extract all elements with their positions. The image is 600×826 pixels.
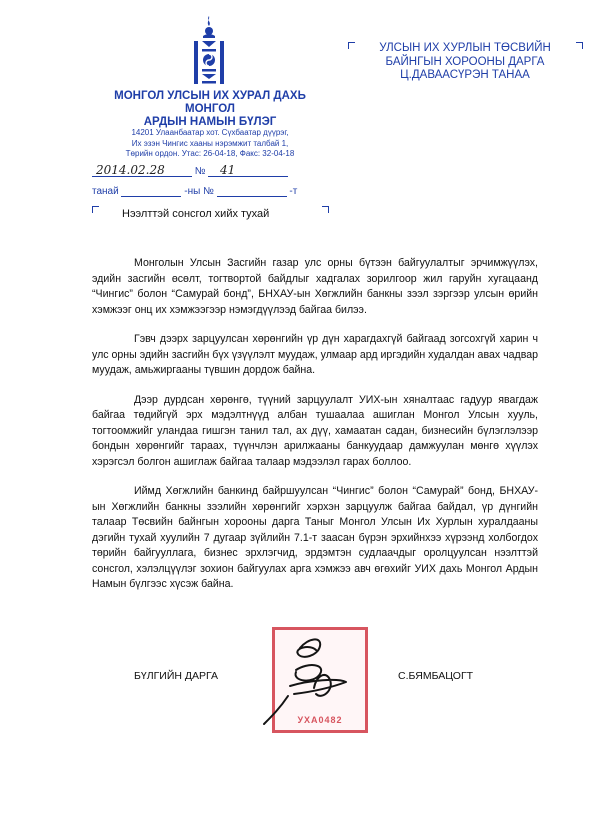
handwritten-number: 41 xyxy=(220,163,236,177)
stamp-code: УХА0482 xyxy=(297,715,343,725)
letter-subject: Нээлттэй сонсгол хийх тухай xyxy=(122,208,270,220)
recipient-line: БАЙНГЫН ХОРООНЫ ДАРГА xyxy=(385,55,545,68)
tanai-date-line xyxy=(121,184,181,197)
recipient-block xyxy=(355,42,575,83)
corner-mark xyxy=(322,206,329,213)
letter-body xyxy=(92,256,538,607)
incoming-reference-row xyxy=(92,184,297,197)
signatory-name: С.БЯМБАЦОГТ xyxy=(398,670,474,682)
body-paragraph: Дээр дурдсан хөрөнгө, түүний зарцуулалт УИХ-ын хяналтаас гадуур явагдаж байгаа төдийгүй эрх мэдэлтнүүд албан тушаалаа ашиглан Монгол Улсын хууль, тогтоомжийг уландаа гишгэн танил тал, ах дүү, хамаатан садан, бизнесийн бүлэглэлээр бондын хөрөнгийг тараах, түүнчлэн арилжааны банкуудаар дамжуулан мөнгө хүүлэх хэрэгсэл болгон ашиглаж байгаа талаар мэдээлэл гарах боллоо. xyxy=(92,393,538,468)
soyombo-emblem-icon xyxy=(190,14,228,90)
organization-name xyxy=(100,90,320,129)
signatory-title: БҮЛГИЙН ДАРГА xyxy=(134,670,219,682)
corner-mark xyxy=(92,206,99,213)
org-name-line: МОНГОЛ xyxy=(185,103,235,115)
body-paragraph: Иймд Хөгжлийн банкинд байршуулсан “Чингис” болон “Самурай” бонд, БНХАУ-ын Хөгжлийн банкны зээлийн хөрөнгийг хэрхэн зарцуулж байгаа байдал, үр дүнгийн талаар Төсвийн байнгын хорооны дарга Таныг Монгол Улсын Их Хурлын хуралдааны дэгийн тухай хуулийн 7 дугаар зүйлийн 7.1-т заасан бүрэн эрхийнхээ хүрээнд холбогдох төрийн байгууллага, бизнес эрхлэгчид, эрдэмтэн судлаачдыг оролцуулсан нээлттэй сонсгол, хэлэлцүүлэг зохион байгуулах арга хэмжээ авч өгөхийг УИХ дахь Монгол Ардын Намын бүлгээс хүсэж байна. xyxy=(92,485,538,590)
body-paragraph: Гэвч дээрх зарцуулсан хөрөнгийн үр дүн харагдахгүй байгаад зогсохгүй харин ч улс орны эдийн засгийн бүх үзүүлэлт муудаж, улмаар ард иргэдийн худалдан авах чадвар муудаж, амьжиргааны түвшин дордож байна. xyxy=(92,333,538,376)
handwritten-date: 2014.02.28 xyxy=(96,163,165,177)
organization-address xyxy=(100,128,320,160)
corner-mark xyxy=(348,42,355,49)
tanai-label: танай xyxy=(92,186,119,197)
address-line: Их эзэн Чингис хааны нэрэмжит талбай 1, xyxy=(131,138,289,148)
address-line: 14201 Улаанбаатар хот. Сүхбаатар дүүрэг, xyxy=(131,128,289,137)
recipient-line: УЛСЫН ИХ ХУРЛЫН ТӨСВИЙН xyxy=(379,42,551,54)
handwritten-signature xyxy=(250,630,370,730)
org-name-line: МОНГОЛ УЛСЫН ИХ ХУРАЛ ДАХЬ xyxy=(114,90,306,102)
number-label: № xyxy=(194,166,206,177)
body-paragraph: Монголын Улсын Засгийн газар улс орны бүтээн байгуулалтыг эрчимжүүлэх, эдийн засгийн өсөлт, тогтвортой байдлыг хадгалах зорилгоор жил гаруйн хугацаанд “Чингис” болон “Самурай бонд”, БНХАУ-ын Хөгжлийн банкны зээл зэргээр улсын өрийн хэмжээг онц их хэмжээгээр нэмэгдүүлээд байгаа билээ. xyxy=(92,257,538,316)
number-label: № xyxy=(203,186,214,197)
t-label: -т xyxy=(289,186,298,197)
ny-label: -ны xyxy=(184,186,201,197)
tanai-number-line xyxy=(217,184,287,197)
corner-mark xyxy=(576,42,583,49)
address-line: Төрийн ордон. Утас: 26-04-18, Факс: 32-04-18 xyxy=(125,149,295,158)
recipient-line: Ц.ДАВААСҮРЭН ТАНАА xyxy=(400,69,530,81)
org-name-line: АРДЫН НАМЫН БҮЛЭГ xyxy=(143,116,277,128)
